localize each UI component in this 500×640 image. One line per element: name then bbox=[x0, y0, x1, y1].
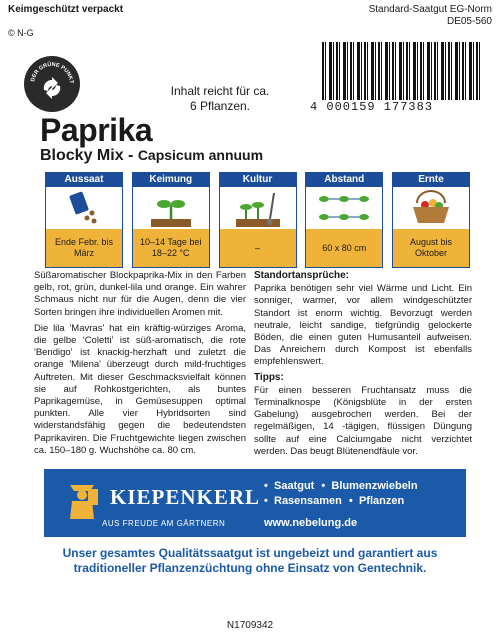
instructions-column bbox=[254, 270, 472, 461]
card-text: 60 x 80 cm bbox=[306, 229, 382, 267]
bullet-icon: • bbox=[264, 495, 268, 507]
gruener-punkt-logo bbox=[24, 56, 80, 112]
card-kultur bbox=[219, 172, 297, 268]
card-ernte bbox=[392, 172, 470, 268]
card-label: Aussaat bbox=[46, 173, 122, 187]
bullet-icon: • bbox=[321, 480, 326, 492]
variety-name: Blocky Mix - bbox=[40, 147, 138, 164]
card-aussaat bbox=[45, 172, 123, 268]
plant-shovel-icon bbox=[220, 187, 296, 229]
brand-tagline: AUS FREUDE AM GÄRTNERN bbox=[102, 519, 226, 528]
bullet-icon: • bbox=[348, 495, 353, 507]
product-subtitle bbox=[40, 147, 263, 165]
article-code: N1709342 bbox=[226, 620, 274, 631]
category-row bbox=[264, 479, 418, 494]
description-column bbox=[34, 270, 246, 461]
seed-icon bbox=[46, 187, 122, 229]
norm-line-1: Standard-Saatgut EG-Norm bbox=[368, 4, 492, 15]
category-row bbox=[264, 494, 418, 509]
card-abstand bbox=[305, 172, 383, 268]
brand-name: KIEPENKERL bbox=[110, 485, 261, 509]
content-note bbox=[165, 84, 275, 114]
standort-heading: Standortansprüche: bbox=[254, 270, 350, 281]
card-keimung bbox=[132, 172, 210, 268]
card-text: August bis Oktober bbox=[393, 229, 469, 267]
content-line-1: Inhalt reicht für ca. bbox=[170, 84, 270, 98]
kiepenkerl-figure-icon bbox=[62, 477, 102, 519]
category-item: Saatgut bbox=[274, 480, 315, 492]
card-label: Ernte bbox=[393, 173, 469, 187]
norm-info bbox=[369, 4, 492, 28]
website-link[interactable]: www.nebelung.de bbox=[264, 517, 358, 529]
tipps-heading: Tipps: bbox=[254, 371, 284, 383]
norm-line-2: DE05-560 bbox=[446, 16, 492, 27]
bullet-icon: • bbox=[264, 480, 268, 492]
card-text: 10–14 Tage bei 18–22 °C bbox=[133, 229, 209, 267]
description-paragraph: Die lila 'Mavras' hat ein kräftig-würziges Aroma, die gelbe 'Coletti' ist süß-aromatisch, die rote 'Bendigo' ist knackig-herzhaft und zuletzt die orange 'Milena' überzeugt durch mild-fruchtiges Auftreten. Mit dieser Geschmacksvielfalt können sie auf Rohkostgerichten, als buntes Paprikagemüse, in Gemüsesuppen optimal punkten. Alle vier Hybridsorten sind widerstandsfähig gegen die bedeutendsten Paprikaviren. Die Fruchtgewichte liegen zwischen ca. 150–180 g. Wuchshöhe ca. 80 cm. bbox=[34, 322, 246, 456]
description-paragraph: Süßaromatischer Blockpaprika-Mix in den Farben gelb, rot, grün, dunkel-lila und orange. Ein wahrer Schmaus nicht nur für die Augen, denn die vier Sorten bringen ihre individuellen Aromen mit. bbox=[34, 270, 246, 318]
harvest-basket-icon bbox=[393, 187, 469, 229]
content-line-2: 6 Pflanzen. bbox=[189, 99, 251, 113]
brand-banner bbox=[44, 469, 466, 537]
card-label: Kultur bbox=[220, 173, 296, 187]
card-text: – bbox=[220, 229, 296, 267]
tipps-text: Für einen besseren Fruchtansatz muss die Terminalknospe (Königsblüte in der ersten Gabelung) ausgebrochen werden. Bei der regelmäßigen, 14 -tägigen, flüssigen Düngung sollte auf eine Calciumgabe nicht verzichtet werden. Das beugt Blütenendfäule vor. bbox=[254, 384, 472, 457]
latin-name: Capsicum annuum bbox=[137, 147, 264, 163]
card-label: Abstand bbox=[306, 173, 382, 187]
packed-label: Keimgeschützt verpackt bbox=[8, 4, 124, 15]
barcode bbox=[310, 42, 482, 112]
barcode-bars bbox=[322, 42, 482, 100]
svg-text:DER GRÜNE PUNKT: DER GRÜNE PUNKT bbox=[30, 61, 75, 84]
standort-text: Paprika benötigen sehr viel Wärme und Licht. Ein sonniger, warmer, vor allem windgeschützter Standort ist enorm wichtig. Bevorzugt werden neutrale, leicht sandige, tiefgründig gelockerte Böden, die einen guten Humusanteil aufweisen. Das Anreichern durch Kompost ist ebenfalls empfehlenswert. bbox=[254, 283, 472, 368]
spacing-icon bbox=[306, 187, 382, 229]
quality-note: Unser gesamtes Qualitätssaatgut ist ungebeizt und garantiert aus traditioneller Pflanzenzüchtung ohne Einsatz von Gentechnik. bbox=[62, 546, 438, 575]
product-categories bbox=[264, 479, 418, 509]
category-item: Rasensamen bbox=[274, 495, 342, 507]
category-item: Pflanzen bbox=[358, 495, 405, 507]
product-title: Paprika bbox=[40, 112, 153, 148]
ng-copyright: © N-G bbox=[8, 28, 34, 38]
barcode-number: 4 000159 177383 bbox=[310, 100, 434, 114]
card-label: Keimung bbox=[133, 173, 209, 187]
card-text: Ende Febr. bis März bbox=[46, 229, 122, 267]
category-item: Blumenzwiebeln bbox=[331, 480, 418, 492]
sprout-icon bbox=[133, 187, 209, 229]
cultivation-icons bbox=[45, 172, 470, 268]
